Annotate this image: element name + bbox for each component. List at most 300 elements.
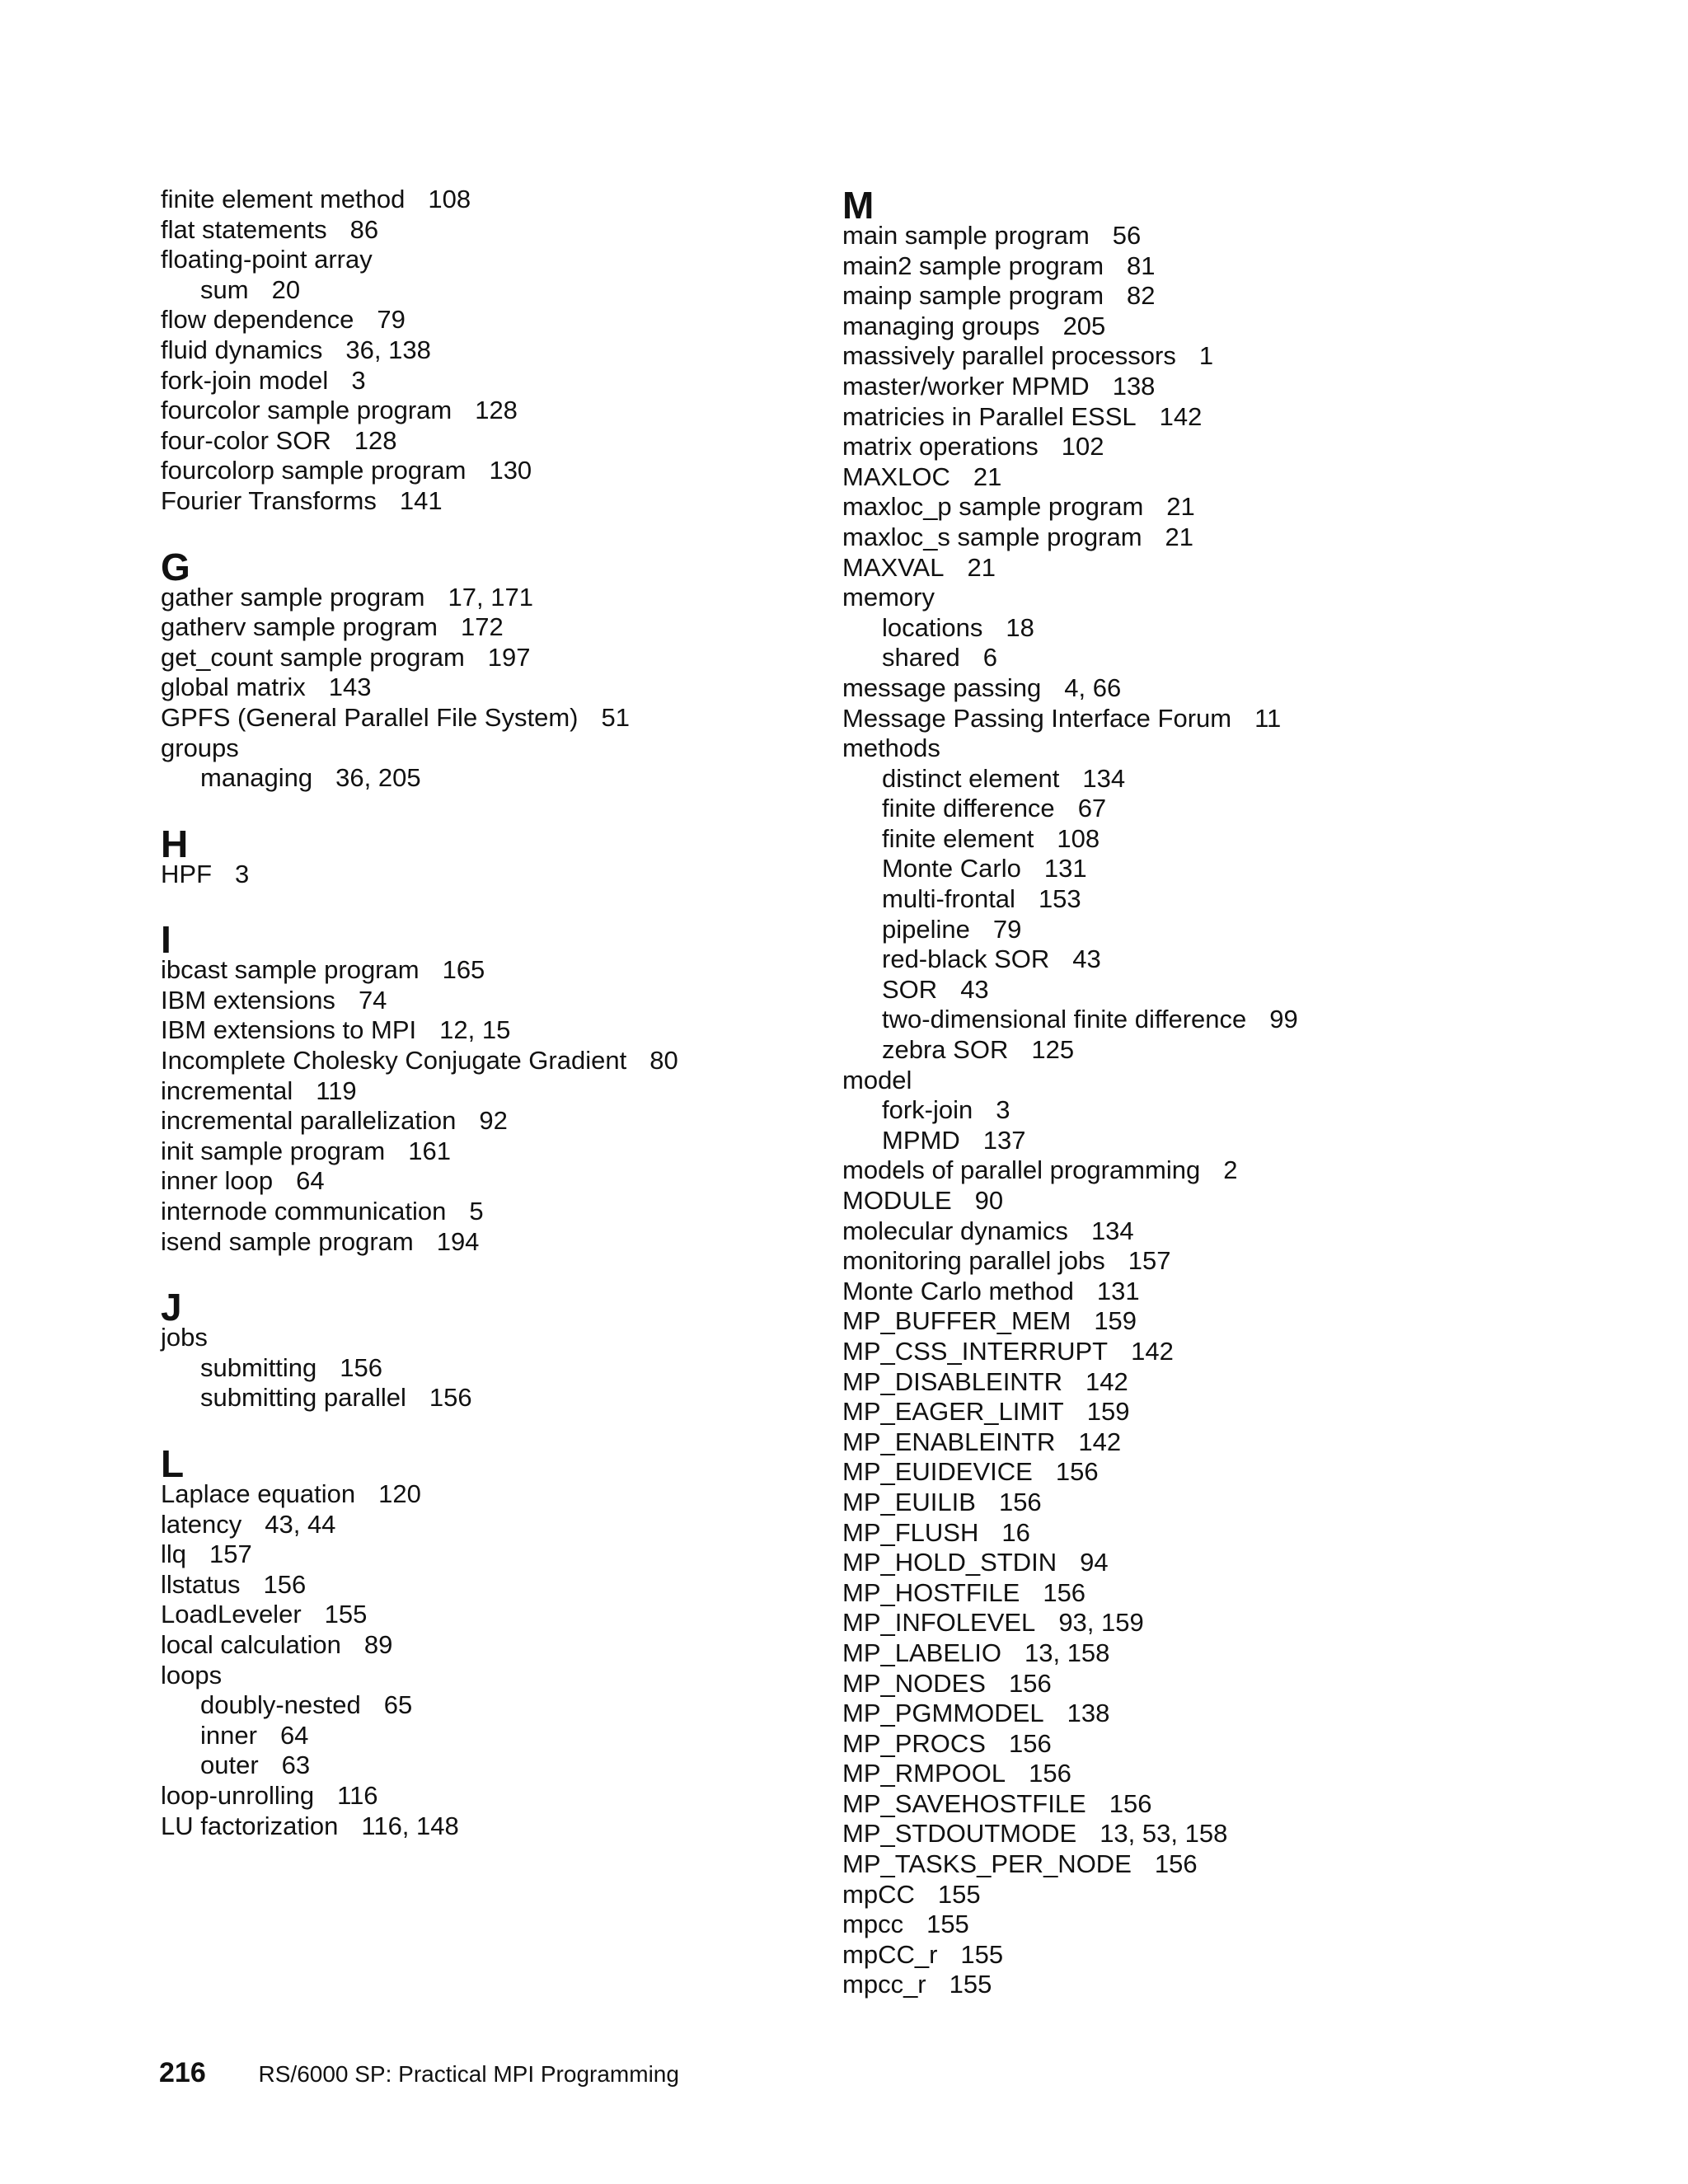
index-entry bbox=[842, 402, 1584, 433]
page-references: 4, 66 bbox=[1064, 673, 1122, 702]
index-entry bbox=[842, 251, 1584, 282]
index-entry bbox=[842, 462, 1584, 493]
index-term: fork-join bbox=[882, 1095, 973, 1125]
index-section-continued bbox=[161, 185, 820, 517]
index-entry bbox=[161, 1137, 820, 1167]
index-term: model bbox=[842, 1065, 912, 1094]
index-entry bbox=[842, 1819, 1584, 1849]
index-term: loops bbox=[161, 1660, 223, 1690]
page-references: 131 bbox=[1096, 1276, 1140, 1305]
index-term: gather sample program bbox=[161, 582, 425, 612]
page-references: 116 bbox=[337, 1780, 378, 1810]
page-references: 155 bbox=[960, 1939, 1004, 1969]
index-term: loop-unrolling bbox=[161, 1780, 315, 1810]
index-term: IBM extensions bbox=[161, 985, 335, 1015]
page-references: 93, 159 bbox=[1058, 1608, 1144, 1638]
index-term: submitting bbox=[200, 1352, 317, 1382]
index-entry bbox=[161, 1166, 820, 1197]
index-term: maxloc_s sample program bbox=[842, 522, 1142, 551]
index-section-m bbox=[842, 185, 1584, 2000]
index-entry bbox=[161, 1197, 820, 1227]
index-term: MPMD bbox=[882, 1125, 960, 1155]
index-subentry bbox=[842, 944, 1584, 975]
index-term: SOR bbox=[882, 974, 938, 1004]
page-references: 12, 15 bbox=[439, 1015, 511, 1045]
page-references: 5 bbox=[469, 1197, 484, 1226]
index-entry bbox=[842, 1669, 1584, 1699]
index-entry bbox=[842, 1789, 1584, 1820]
index-term: latency bbox=[161, 1509, 242, 1539]
page-references: 119 bbox=[316, 1076, 357, 1105]
index-term: MP_RMPOOL bbox=[842, 1759, 1006, 1788]
index-term: flat statements bbox=[161, 214, 327, 244]
index-entry bbox=[842, 1759, 1584, 1789]
index-term: Laplace equation bbox=[161, 1479, 356, 1508]
index-subentry bbox=[842, 794, 1584, 824]
page-references: 3 bbox=[996, 1095, 1010, 1125]
page-references: 197 bbox=[487, 642, 531, 672]
page-references: 67 bbox=[1077, 794, 1107, 823]
page-references: 94 bbox=[1080, 1548, 1109, 1577]
index-entry bbox=[842, 1186, 1584, 1216]
page-references: 18 bbox=[1006, 612, 1034, 642]
index-entry bbox=[161, 1106, 820, 1137]
page-references: 165 bbox=[442, 955, 485, 985]
index-entry bbox=[842, 1548, 1584, 1578]
index-entry bbox=[842, 1518, 1584, 1549]
index-entry bbox=[161, 1570, 820, 1601]
page-references: 142 bbox=[1085, 1366, 1128, 1396]
page-references: 172 bbox=[461, 612, 504, 642]
page-references: 64 bbox=[296, 1166, 325, 1196]
index-entry bbox=[842, 583, 1584, 613]
section-letter: I bbox=[161, 918, 171, 962]
index-subentry bbox=[842, 884, 1584, 915]
index-term: IBM extensions to MPI bbox=[161, 1015, 417, 1045]
page-references: 142 bbox=[1078, 1427, 1122, 1456]
page-references: 156 bbox=[429, 1383, 472, 1413]
index-term: groups bbox=[161, 733, 239, 762]
index-term: MP_EAGER_LIMIT bbox=[842, 1397, 1064, 1427]
index-subentry bbox=[842, 975, 1584, 1005]
page-references: 2 bbox=[1223, 1155, 1238, 1185]
page-references: 21 bbox=[967, 552, 996, 582]
index-entry bbox=[161, 703, 820, 733]
index-entry bbox=[842, 523, 1584, 553]
page-references: 21 bbox=[973, 462, 1002, 491]
index-term: matrix operations bbox=[842, 432, 1039, 462]
index-entry bbox=[161, 1046, 820, 1076]
index-term: init sample program bbox=[161, 1136, 386, 1165]
index-entry bbox=[842, 1638, 1584, 1669]
index-entry bbox=[842, 281, 1584, 312]
page-references: 13, 158 bbox=[1024, 1638, 1110, 1667]
index-term: outer bbox=[200, 1750, 259, 1780]
index-entry bbox=[842, 1608, 1584, 1638]
index-entry bbox=[161, 215, 820, 246]
index-term: MAXLOC bbox=[842, 462, 950, 491]
page-references: 156 bbox=[340, 1352, 383, 1382]
index-term: mpCC bbox=[842, 1879, 915, 1909]
index-term: MP_EUILIB bbox=[842, 1487, 976, 1516]
index-entry bbox=[161, 1510, 820, 1540]
page-references: 155 bbox=[949, 1970, 992, 1999]
page-references: 86 bbox=[349, 214, 379, 244]
page-references: 102 bbox=[1061, 432, 1104, 462]
index-term: inner loop bbox=[161, 1166, 274, 1196]
index-term: gatherv sample program bbox=[161, 612, 438, 642]
index-entry bbox=[842, 1246, 1584, 1277]
page-references: 43, 44 bbox=[265, 1509, 336, 1539]
index-term: isend sample program bbox=[161, 1226, 414, 1256]
page-references: 92 bbox=[479, 1106, 508, 1136]
index-term: incremental bbox=[161, 1076, 293, 1105]
page-references: 79 bbox=[992, 914, 1022, 944]
index-entry bbox=[161, 1227, 820, 1258]
index-term: MP_CSS_INTERRUPT bbox=[842, 1336, 1109, 1366]
index-term: MP_HOLD_STDIN bbox=[842, 1548, 1057, 1577]
index-term: MP_EUIDEVICE bbox=[842, 1457, 1033, 1487]
index-term: models of parallel programming bbox=[842, 1155, 1201, 1185]
index-entry bbox=[161, 1630, 820, 1661]
index-entry bbox=[161, 366, 820, 396]
index-subentry bbox=[161, 1690, 820, 1721]
index-term: fork-join model bbox=[161, 365, 329, 395]
index-entry bbox=[842, 432, 1584, 462]
page-references: 20 bbox=[271, 274, 301, 304]
index-entry bbox=[161, 1781, 820, 1811]
index-subentry bbox=[842, 1005, 1584, 1035]
index-term: doubly-nested bbox=[200, 1690, 361, 1720]
index-subentry bbox=[161, 275, 820, 306]
index-term: global matrix bbox=[161, 673, 306, 702]
page-number: 216 bbox=[159, 2057, 206, 2088]
index-entry bbox=[842, 1970, 1584, 2000]
index-term: MP_PGMMODEL bbox=[842, 1699, 1044, 1728]
index-term: master/worker MPMD bbox=[842, 371, 1090, 401]
index-section-g bbox=[161, 546, 820, 794]
index-entry bbox=[842, 704, 1584, 734]
index-term: monitoring parallel jobs bbox=[842, 1246, 1105, 1276]
index-entry bbox=[161, 456, 820, 486]
page-references: 3 bbox=[351, 365, 366, 395]
index-term: matricies in Parallel ESSL bbox=[842, 401, 1137, 431]
index-term: molecular dynamics bbox=[842, 1216, 1068, 1245]
index-term: shared bbox=[882, 643, 960, 673]
index-entry bbox=[161, 583, 820, 613]
index-term: fourcolorp sample program bbox=[161, 456, 467, 485]
index-term: multi-frontal bbox=[882, 884, 1015, 914]
index-entry bbox=[842, 1367, 1584, 1398]
index-entry bbox=[161, 986, 820, 1016]
page-references: 65 bbox=[383, 1690, 413, 1720]
index-column-left bbox=[161, 185, 820, 1841]
index-entry bbox=[842, 1457, 1584, 1488]
index-term: MAXVAL bbox=[842, 552, 945, 582]
page-references: 120 bbox=[378, 1479, 421, 1508]
index-term: distinct element bbox=[882, 763, 1060, 793]
index-entry bbox=[842, 1940, 1584, 1971]
index-entry bbox=[161, 673, 820, 703]
page-references: 90 bbox=[974, 1186, 1004, 1215]
page-references: 89 bbox=[363, 1629, 393, 1659]
page-references: 134 bbox=[1090, 1216, 1134, 1245]
page-references: 143 bbox=[328, 673, 372, 702]
index-term: maxloc_p sample program bbox=[842, 492, 1144, 522]
page-references: 80 bbox=[649, 1046, 678, 1076]
index-entry bbox=[842, 1216, 1584, 1247]
index-term: mpCC_r bbox=[842, 1939, 938, 1969]
page-references: 36, 138 bbox=[345, 335, 431, 364]
index-term: ibcast sample program bbox=[161, 955, 420, 985]
page-references: 134 bbox=[1082, 763, 1126, 793]
index-entry bbox=[161, 396, 820, 426]
index-term: MP_LABELIO bbox=[842, 1638, 1001, 1667]
page-references: 155 bbox=[926, 1910, 969, 1939]
index-entry bbox=[842, 341, 1584, 372]
index-term: MP_HOSTFILE bbox=[842, 1577, 1020, 1607]
index-entry bbox=[161, 1479, 820, 1510]
index-term: llstatus bbox=[161, 1569, 241, 1599]
page-references: 99 bbox=[1269, 1005, 1298, 1034]
index-entry bbox=[161, 1015, 820, 1046]
page-references: 43 bbox=[960, 974, 989, 1004]
section-letter: J bbox=[161, 1286, 182, 1329]
section-letter: H bbox=[161, 822, 189, 865]
index-entry bbox=[842, 673, 1584, 704]
index-term: MP_NODES bbox=[842, 1668, 986, 1698]
page-references: 205 bbox=[1062, 311, 1106, 340]
index-entry bbox=[842, 1729, 1584, 1760]
page-references: 82 bbox=[1127, 281, 1156, 311]
page-references: 137 bbox=[982, 1125, 1026, 1155]
index-entry bbox=[842, 1427, 1584, 1458]
index-term: locations bbox=[882, 612, 983, 642]
index-term: mpcc bbox=[842, 1910, 904, 1939]
index-entry bbox=[161, 305, 820, 335]
page-references: 108 bbox=[1057, 823, 1100, 853]
index-term: MP_PROCS bbox=[842, 1728, 986, 1758]
index-section-h bbox=[161, 823, 820, 890]
index-entry bbox=[842, 1155, 1584, 1186]
page-footer bbox=[159, 2057, 679, 2089]
index-subentry bbox=[842, 915, 1584, 945]
index-entry bbox=[161, 955, 820, 986]
index-term: MODULE bbox=[842, 1186, 952, 1215]
page-references: 131 bbox=[1043, 854, 1087, 883]
page-references: 64 bbox=[279, 1720, 309, 1750]
page-references: 155 bbox=[937, 1879, 981, 1909]
page-references: 79 bbox=[377, 305, 406, 335]
index-entry bbox=[842, 1306, 1584, 1337]
index-term: LoadLeveler bbox=[161, 1600, 302, 1629]
index-entry bbox=[161, 643, 820, 673]
page-references: 17, 171 bbox=[448, 582, 533, 612]
page-references: 156 bbox=[1154, 1849, 1198, 1879]
index-entry bbox=[842, 312, 1584, 342]
index-entry bbox=[842, 733, 1584, 764]
index-term: jobs bbox=[161, 1323, 208, 1352]
index-entry bbox=[842, 1578, 1584, 1609]
section-letter: M bbox=[842, 184, 874, 227]
page-references: 13, 53, 158 bbox=[1100, 1819, 1228, 1849]
index-entry bbox=[842, 1277, 1584, 1307]
index-section-j bbox=[161, 1286, 820, 1413]
page-references: 156 bbox=[1043, 1577, 1086, 1607]
page-references: 6 bbox=[982, 643, 998, 673]
index-subentry bbox=[842, 643, 1584, 673]
index-entry bbox=[161, 426, 820, 457]
index-term: llq bbox=[161, 1540, 187, 1569]
page-references: 157 bbox=[1128, 1246, 1171, 1276]
index-term: mainp sample program bbox=[842, 281, 1104, 311]
page-references: 81 bbox=[1127, 251, 1156, 280]
page-references: 130 bbox=[489, 456, 532, 485]
page-references: 138 bbox=[1112, 371, 1156, 401]
page-references: 156 bbox=[1055, 1457, 1099, 1487]
index-term: managing groups bbox=[842, 311, 1040, 340]
index-entry bbox=[842, 553, 1584, 583]
index-subentry bbox=[161, 1721, 820, 1751]
index-term: flow dependence bbox=[161, 305, 354, 335]
index-term: two-dimensional finite difference bbox=[882, 1005, 1247, 1034]
index-term: Message Passing Interface Forum bbox=[842, 703, 1232, 733]
index-term: Incomplete Cholesky Conjugate Gradient bbox=[161, 1046, 627, 1076]
page-references: 156 bbox=[998, 1487, 1042, 1516]
page-references: 11 bbox=[1254, 703, 1282, 733]
index-entry bbox=[842, 1066, 1584, 1096]
index-term: Monte Carlo method bbox=[842, 1276, 1074, 1305]
page-references: 159 bbox=[1094, 1306, 1137, 1336]
page-references: 125 bbox=[1031, 1035, 1075, 1065]
page-references: 3 bbox=[235, 859, 250, 888]
index-term: GPFS (General Parallel File System) bbox=[161, 702, 579, 732]
index-term: HPF bbox=[161, 859, 212, 888]
page-references: 141 bbox=[399, 485, 443, 515]
page-references: 138 bbox=[1067, 1699, 1110, 1728]
page-references: 1 bbox=[1198, 341, 1214, 371]
index-term: MP_BUFFER_MEM bbox=[842, 1306, 1071, 1336]
index-entry bbox=[161, 1540, 820, 1570]
index-entry bbox=[161, 185, 820, 215]
page-references: 161 bbox=[408, 1136, 451, 1165]
page-references: 194 bbox=[436, 1226, 480, 1256]
section-letter: L bbox=[161, 1442, 185, 1485]
index-entry bbox=[842, 1849, 1584, 1880]
index-term: MP_INFOLEVEL bbox=[842, 1608, 1036, 1638]
index-entry bbox=[161, 245, 820, 275]
page-references: 157 bbox=[209, 1540, 252, 1569]
index-subentry bbox=[161, 763, 820, 794]
page-references: 142 bbox=[1131, 1336, 1174, 1366]
index-term: get_count sample program bbox=[161, 642, 465, 672]
index-term: Monte Carlo bbox=[882, 854, 1021, 883]
page-references: 156 bbox=[1029, 1759, 1071, 1788]
index-entry bbox=[161, 1811, 820, 1842]
index-term: MP_DISABLEINTR bbox=[842, 1366, 1063, 1396]
index-subentry bbox=[842, 1095, 1584, 1126]
page-references: 153 bbox=[1038, 884, 1081, 914]
index-entry bbox=[161, 486, 820, 517]
section-letter: G bbox=[161, 545, 190, 588]
index-entry bbox=[842, 1337, 1584, 1367]
index-term: incremental parallelization bbox=[161, 1106, 457, 1136]
index-term: local calculation bbox=[161, 1629, 341, 1659]
index-entry bbox=[161, 1323, 820, 1353]
index-term: red-black SOR bbox=[882, 944, 1050, 974]
page-references: 156 bbox=[1008, 1728, 1052, 1758]
index-section-l bbox=[161, 1443, 820, 1841]
index-entry bbox=[842, 221, 1584, 251]
index-term: message passing bbox=[842, 673, 1042, 702]
index-term: Fourier Transforms bbox=[161, 485, 377, 515]
page-references: 36, 205 bbox=[335, 763, 421, 793]
page-references: 156 bbox=[1008, 1668, 1052, 1698]
index-subentry bbox=[161, 1383, 820, 1413]
index-entry bbox=[161, 1076, 820, 1107]
index-term: main sample program bbox=[842, 221, 1090, 250]
index-term: finite element bbox=[882, 823, 1034, 853]
index-entry bbox=[842, 1397, 1584, 1427]
index-term: memory bbox=[842, 583, 935, 612]
index-subentry bbox=[842, 824, 1584, 855]
page-references: 128 bbox=[475, 396, 518, 425]
page-references: 159 bbox=[1086, 1397, 1130, 1427]
page-references: 21 bbox=[1165, 522, 1194, 551]
page-references: 63 bbox=[281, 1750, 311, 1780]
index-entry bbox=[842, 372, 1584, 402]
page-references: 108 bbox=[428, 185, 471, 213]
index-term: fluid dynamics bbox=[161, 335, 323, 364]
index-entry bbox=[161, 1661, 820, 1691]
book-title: RS/6000 SP: Practical MPI Programming bbox=[258, 2061, 679, 2087]
index-subentry bbox=[842, 613, 1584, 644]
index-entry bbox=[842, 492, 1584, 523]
index-entry bbox=[161, 335, 820, 366]
index-term: mpcc_r bbox=[842, 1970, 926, 1999]
page-references: 43 bbox=[1072, 944, 1101, 974]
index-term: four-color SOR bbox=[161, 425, 331, 455]
index-term: floating-point array bbox=[161, 245, 373, 274]
index-entry bbox=[161, 612, 820, 643]
index-term: sum bbox=[200, 274, 249, 304]
index-term: main2 sample program bbox=[842, 251, 1104, 280]
page-references: 142 bbox=[1159, 401, 1203, 431]
index-term: MP_STDOUTMODE bbox=[842, 1819, 1077, 1849]
index-entry bbox=[842, 1910, 1584, 1940]
index-term: managing bbox=[200, 763, 313, 793]
page-references: 128 bbox=[354, 425, 397, 455]
index-term: MP_TASKS_PER_NODE bbox=[842, 1849, 1132, 1879]
page-references: 51 bbox=[601, 702, 630, 732]
page-references: 74 bbox=[358, 985, 387, 1015]
index-subentry bbox=[161, 1750, 820, 1781]
index-term: LU factorization bbox=[161, 1811, 339, 1840]
index-term: massively parallel processors bbox=[842, 341, 1176, 371]
index-term: fourcolor sample program bbox=[161, 396, 452, 425]
index-term: internode communication bbox=[161, 1197, 447, 1226]
index-term: pipeline bbox=[882, 914, 970, 944]
index-entry bbox=[161, 733, 820, 764]
page-references: 156 bbox=[1109, 1788, 1152, 1818]
page-references: 156 bbox=[263, 1569, 307, 1599]
page-references: 21 bbox=[1166, 492, 1195, 522]
index-subentry bbox=[842, 1035, 1584, 1066]
index-subentry bbox=[842, 854, 1584, 884]
index-subentry bbox=[842, 1126, 1584, 1156]
index-term: MP_ENABLEINTR bbox=[842, 1427, 1056, 1456]
index-column-right bbox=[842, 185, 1584, 2000]
